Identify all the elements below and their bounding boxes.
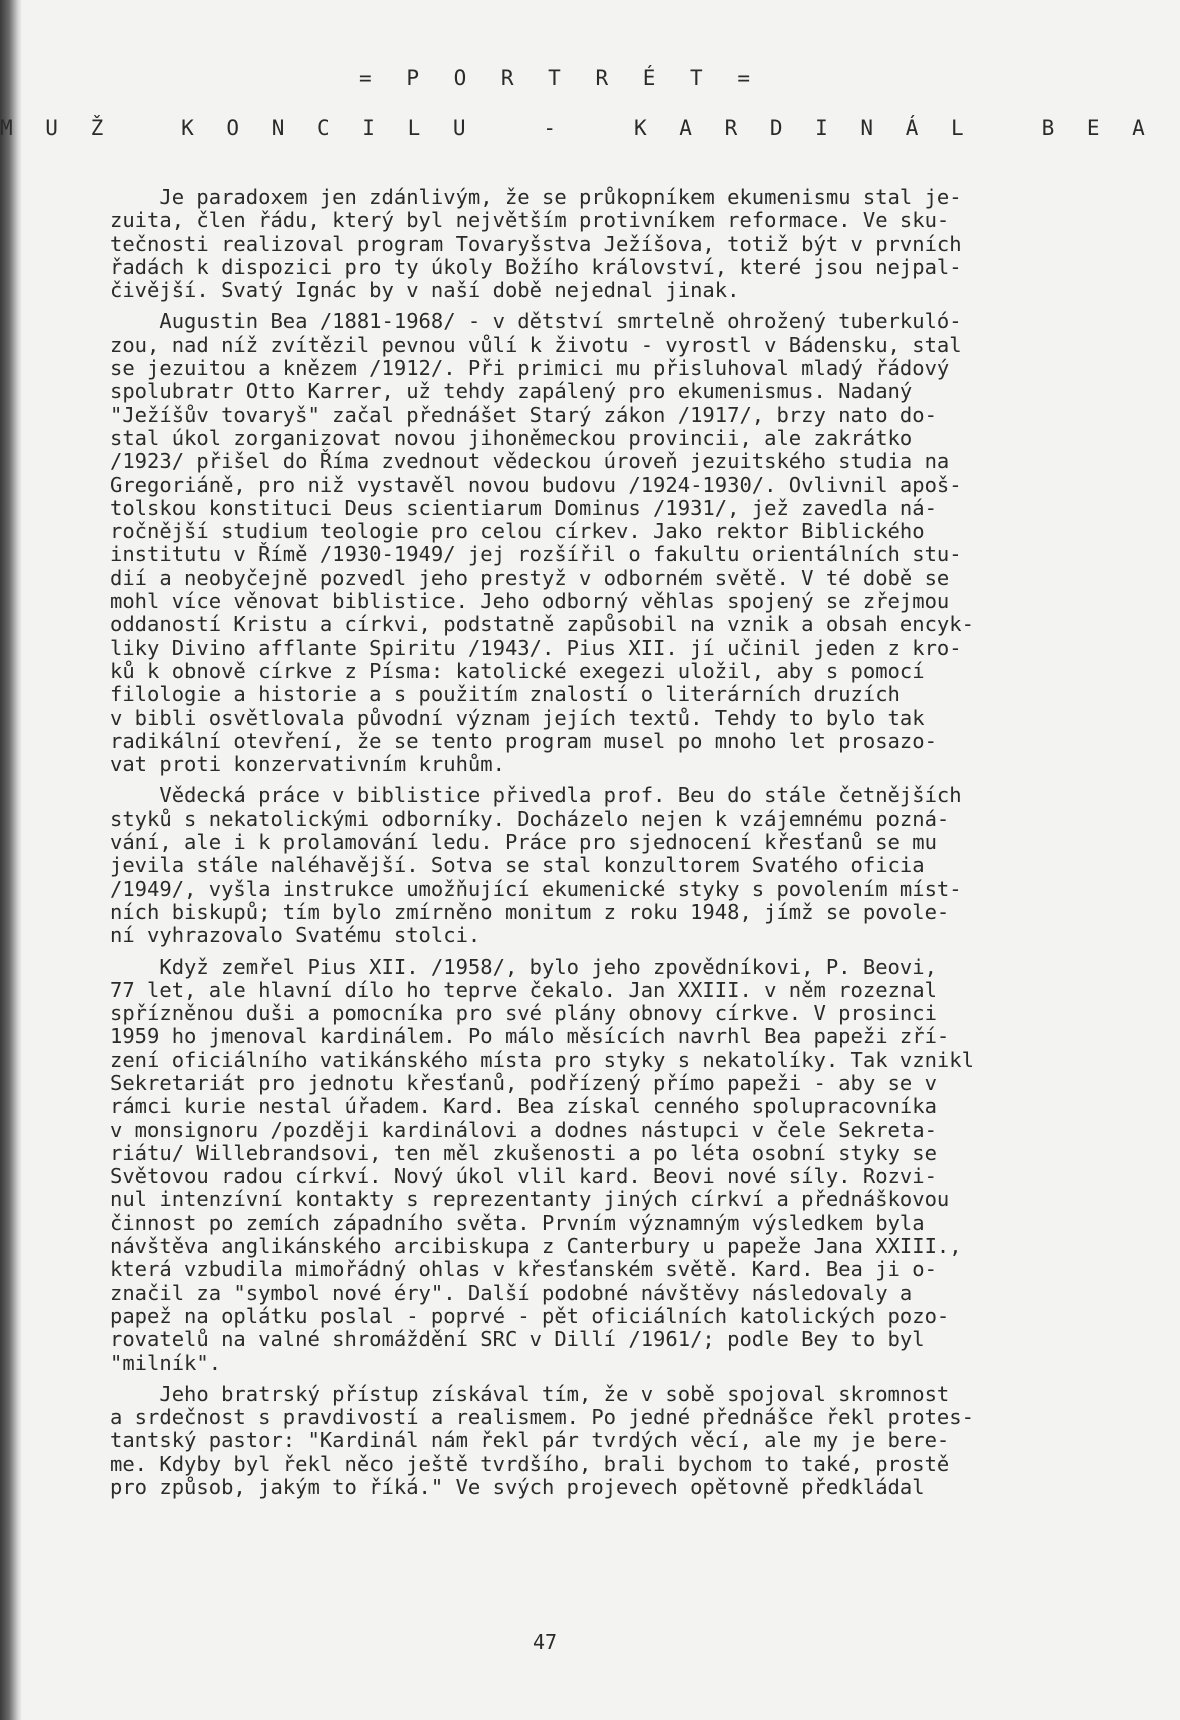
article-subtitle: M U Ž K O N C I L U - K A R D I N Á L B E A (0, 116, 1155, 140)
text-line: 1959 ho jmenoval kardinálem. Po málo měsících navrhl Bea papeži zří- (110, 1024, 950, 1049)
text-line: "milník". (110, 1350, 222, 1375)
text-line: Vědecká práce v biblistice přivedla prof. Beu do stále četnějších (110, 783, 962, 808)
page-title: = P O R T R É T = (359, 66, 761, 90)
paragraph (110, 186, 1130, 302)
text-line: Jeho bratrský přístup získával tím, že v sobě spojoval skromnost (110, 1381, 950, 1406)
text-line: /1923/ přišel do Říma zvednout vědeckou úroveň jezuitského studia na (110, 449, 950, 474)
text-line: oddaností Kristu a církvi, podstatně zapůsobil na vznik a obsah encyk- (110, 612, 974, 637)
text-line: tantský pastor: "Kardinál nám řekl pár tvrdých věcí, ale my je bere- (110, 1428, 950, 1453)
text-line: se jezuitou a knězem /1912/. Při primici mu přisluhoval mladý řádový (110, 356, 950, 381)
text-line: zení oficiálního vatikánského místa pro styky s nekatolíky. Tak vznikl (110, 1047, 974, 1072)
paragraph (110, 784, 1130, 947)
text-line: Sekretariát pro jednotu křesťanů, podřízený přímo papeži - aby se v (110, 1070, 937, 1095)
paragraph (110, 956, 1130, 1375)
text-line: ročnější studium teologie pro celou církev. Jako rektor Biblického (110, 519, 925, 544)
text-line: spolubratr Otto Karrer, už tehdy zapálený pro ekumenismus. Nadaný (110, 379, 913, 404)
text-line: zuita, člen řádu, který byl největším protivníkem reformace. Ve sku- (110, 208, 950, 233)
article-body (110, 186, 1130, 1507)
text-line: stal úkol zorganizovat novou jihoněmeckou provincii, ale zakrátko (110, 425, 913, 450)
text-line: rovatelů na valné shromáždění SRC v Dillí /1961/; podle Bey to byl (110, 1327, 925, 1352)
text-line: čivější. Svatý Ignác by v naší době nejednal jinak. (110, 278, 740, 303)
text-line: radikální otevření, že se tento program musel po mnoho let prosazo- (110, 728, 937, 753)
text-line: mohl více věnovat biblistice. Jeho odborný věhlas spojený se zřejmou (110, 589, 950, 614)
text-line: filologie a historie a s použitím znalostí o literárních druzích (110, 682, 900, 707)
text-line: tečnosti realizoval program Tovaryšstva Ježíšova, totiž být v prvních (110, 231, 962, 256)
paragraph (110, 1383, 1130, 1499)
text-line: spřízněnou duši a pomocníka pro své plány obnovy církve. V prosinci (110, 1001, 937, 1026)
text-line: Gregoriáně, pro niž vystavěl novou budovu /1924-1930/. Ovlivnil apoš- (110, 472, 962, 497)
text-line: zou, nad níž zvítězil pevnou vůlí k životu - vyrostl v Bádensku, stal (110, 332, 962, 357)
text-line: nul intenzívní kontakty s reprezentanty jiných církví a přednáškovou (110, 1187, 950, 1212)
text-line: jevila stále naléhavější. Sotva se stal konzultorem Svatého oficia (110, 853, 925, 878)
text-line: styků s nekatolickými odborníky. Docházelo nejen k vzájemnému pozná- (110, 806, 950, 831)
text-line: 77 let, ale hlavní dílo ho teprve čekalo. Jan XXIII. v něm rozeznal (110, 977, 937, 1002)
page-number: 47 (532, 1630, 558, 1654)
text-line: Augustin Bea /1881-1968/ - v dětství smrtelně ohrožený tuberkuló- (110, 309, 962, 334)
text-line: /1949/, vyšla instrukce umožňující ekumenické styky s povolením míst- (110, 876, 962, 901)
text-line: "Ježíšův tovaryš" začal přednášet Starý zákon /1917/, brzy nato do- (110, 402, 937, 427)
text-line: vání, ale i k prolamování ledu. Práce pro sjednocení křesťanů se mu (110, 830, 937, 855)
text-line: institutu v Římě /1930-1949/ jej rozšířil o fakultu orientálních stu- (110, 542, 962, 567)
text-line: a srdečnost s pravdivostí a realismem. Po jedné přednášce řekl protes- (110, 1405, 974, 1430)
text-line: ků k obnově církve z Písma: katolické exegezi uložil, aby s pomocí (110, 658, 925, 683)
text-line: ní vyhrazovalo Svatému stolci. (110, 923, 481, 948)
text-line: v monsignoru /později kardinálovi a dodnes nástupci v čele Sekreta- (110, 1117, 937, 1142)
text-line: tolskou konstituci Deus scientiarum Dominus /1931/, jež zavedla ná- (110, 495, 937, 520)
text-line: riátu/ Willebrandsovi, ten měl zkušenosti a po léta osobní styky se (110, 1140, 937, 1165)
text-line: řadách k dispozici pro ty úkoly Božího království, které jsou nejpal- (110, 254, 962, 279)
text-line: dií a neobyčejně pozvedl jeho prestyž v odborném světě. V té době se (110, 565, 950, 590)
text-line: Světovou radou církví. Nový úkol vlil kard. Beovi nové síly. Rozvi- (110, 1164, 937, 1189)
text-line: vat proti konzervativním kruhům. (110, 752, 505, 777)
text-line: papež na oplátku poslal - poprvé - pět oficiálních katolických pozo- (110, 1303, 950, 1328)
text-line: me. Kdyby byl řekl něco ještě tvrdšího, brali bychom to také, prostě (110, 1451, 950, 1476)
text-line: činnost po zemích západního světa. Prvním významným výsledkem byla (110, 1210, 925, 1235)
text-line: liky Divino afflante Spiritu /1943/. Pius XII. jí učinil jeden z kro- (110, 635, 962, 660)
text-line: Když zemřel Pius XII. /1958/, bylo jeho zpovědníkovi, P. Beovi, (110, 954, 937, 979)
text-line: která vzbudila mimořádný ohlas v křesťanském světě. Kard. Bea ji o- (110, 1257, 937, 1282)
text-line: rámci kurie nestal úřadem. Kard. Bea získal cenného spolupracovníka (110, 1094, 937, 1119)
text-line: značil za "symbol nové éry". Další podobné návštěvy následovaly a (110, 1280, 913, 1305)
text-line: pro způsob, jakým to říká." Ve svých projevech opětovně předkládal (110, 1475, 925, 1500)
text-line: Je paradoxem jen zdánlivým, že se průkopníkem ekumenismu stal je- (110, 185, 962, 209)
text-line: v bibli osvětlovala původní význam jejích textů. Tehdy to bylo tak (110, 705, 925, 730)
page-binding-shadow (0, 0, 22, 1720)
text-line: návštěva anglikánského arcibiskupa z Canterbury u papeže Jana XXIII., (110, 1234, 962, 1259)
paragraph (110, 310, 1130, 776)
text-line: ních biskupů; tím bylo zmírněno monitum z roku 1948, jímž se povole- (110, 899, 950, 924)
